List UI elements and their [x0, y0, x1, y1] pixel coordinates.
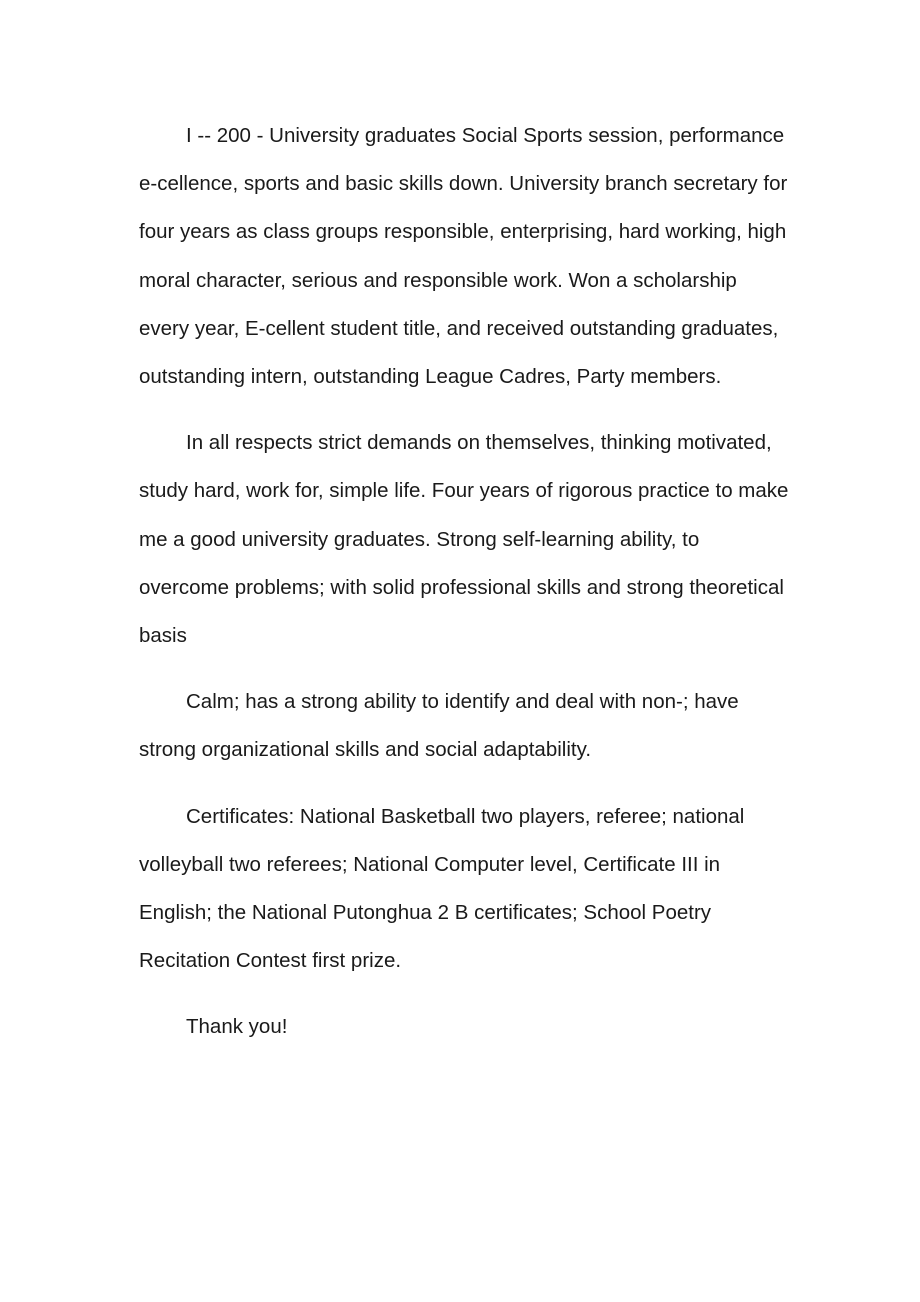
- paragraph-closing: Thank you!: [186, 1015, 288, 1039]
- paragraph-abilities: Calm; has a strong ability to identify and deal with non-; have strong organizational skills and social adaptability.: [139, 690, 739, 762]
- paragraph-honors: I -- 200 - University graduates Social Sports session, performance e-cellence, sports and basic skills down. University branch secretary for four years as class groups responsible, enterprising, hard working, high moral character, serious and responsible work. Won a scholarship every year, E-cellent student title, and received outstanding graduates, outstanding intern, outstanding League Cadres, Party members.: [139, 124, 788, 389]
- paragraph-certificates: Certificates: National Basketball two players, referee; national volleyball two referees; National Computer level, Certificate III in English; the National Putonghua 2 B certificates; School Poetry Recitation Contest first prize.: [139, 804, 745, 973]
- document-body: [139, 112, 789, 1070]
- paragraph-self-assessment: In all respects strict demands on themselves, thinking motivated, study hard, work for, simple life. Four years of rigorous practice to make me a good university graduates. Strong self-learning ability, to overcome problems; with solid professional skills and strong theoretical basis: [139, 431, 789, 648]
